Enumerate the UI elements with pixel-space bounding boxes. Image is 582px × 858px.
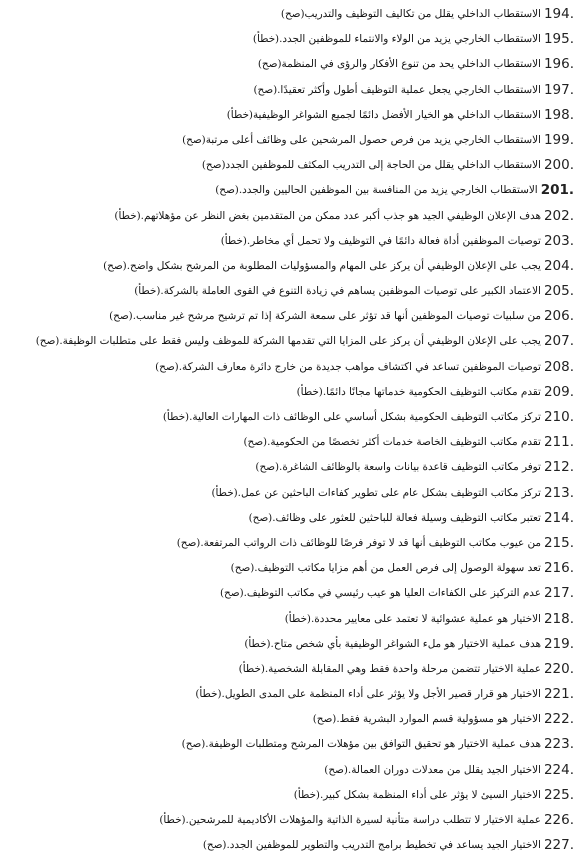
item-number: 219.: [543, 635, 574, 652]
item-text: الاستقطاب الخارجي يزيد من المنافسة بين الموظفين الحاليين والجدد.(صح): [215, 184, 538, 197]
item-number: 209.: [543, 383, 574, 400]
item-number: 202.: [543, 207, 574, 224]
item-text: الاستقطاب الداخلي يقلل من الحاجة إلى التدريب المكثف للموظفين الجدد(صح): [201, 159, 541, 172]
list-item: [6, 707, 574, 732]
item-text: توصيات الموظفين تساعد في اكتشاف مواهب جديدة من خارج دائرة معارف الشركة.(صح): [155, 360, 541, 373]
item-text: من عيوب مكاتب التوظيف أنها قد لا توفر فرصًا للوظائف ذات الرواتب المرتفعة.(صح): [176, 536, 541, 549]
item-number: 207.: [543, 333, 574, 350]
item-text: الاختيار السيئ لا يؤثر على أداء المنظمة بشكل كبير.(خطأ): [293, 788, 541, 801]
item-text: تركز مكاتب التوظيف بشكل عام على تطوير كفاءات الباحثين عن عمل.(خطأ): [211, 486, 541, 499]
item-text: الاختيار هو قرار قصير الأجل ولا يؤثر على أداء المنظمة على المدى الطويل.(خطأ): [195, 688, 541, 701]
list-item: [6, 657, 574, 682]
item-text: تركز مكاتب التوظيف الحكومية بشكل أساسي على الوظائف ذات المهارات العالية.(خطأ): [162, 411, 541, 423]
item-number: 194.: [543, 6, 574, 22]
item-number: 213.: [543, 484, 574, 501]
item-number: 211.: [543, 434, 574, 451]
list-item: [6, 279, 574, 304]
list-item: [6, 329, 574, 354]
statement-list: [6, 2, 574, 858]
item-text: هدف عملية الاختيار هو تحقيق التوافق بين مؤهلات المرشح ومتطلبات الوظيفة.(صح): [181, 738, 541, 751]
item-number: 199.: [543, 131, 574, 148]
item-text: الاستقطاب الخارجي يزيد من الولاء والانتماء للموظفين الجدد.(خطأ): [252, 33, 541, 46]
item-text: الاستقطاب الداخلي هو الخيار الأفضل دائمًا لجميع الشواغر الوظيفية(خطأ): [226, 108, 541, 121]
item-number: 217.: [543, 585, 574, 602]
list-item: [6, 405, 574, 430]
list-item: [6, 229, 574, 254]
item-number: 216.: [543, 560, 574, 577]
list-item: [6, 758, 574, 783]
item-text: تعد سهولة الوصول إلى فرص العمل من أهم مزايا مكاتب التوظيف.(صح): [230, 562, 541, 575]
item-text: تعتبر مكاتب التوظيف وسيلة فعالة للباحثين للعثور على وظائف.(صح): [248, 511, 541, 524]
item-text: الاستقطاب الداخلي يقلل من تكاليف التوظيف والتدريب(صح): [280, 8, 541, 20]
item-number: 221.: [543, 686, 574, 703]
item-text: توفر مكاتب التوظيف قاعدة بيانات واسعة بالوظائف الشاغرة.(صح): [255, 461, 541, 474]
list-item: [6, 607, 574, 632]
item-number: 205.: [543, 283, 574, 300]
item-text: عملية الاختيار تتضمن مرحلة واحدة فقط وهي المقابلة الشخصية.(خطأ): [238, 662, 541, 675]
item-number: 225.: [543, 786, 574, 803]
item-text: الاستقطاب الخارجي يزيد من فرص حصول المرشحين على وظائف أعلى مرتبة(صح): [182, 133, 541, 146]
item-number: 200.: [543, 157, 574, 174]
item-text: تقدم مكاتب التوظيف الحكومية خدماتها مجانًا دائمًا.(خطأ): [296, 385, 541, 398]
list-item: [6, 153, 574, 178]
list-item: [6, 531, 574, 556]
item-number: 215.: [543, 534, 574, 551]
item-text: تقدم مكاتب التوظيف الخاصة خدمات أكثر تخصصًا من الحكومية.(صح): [243, 436, 541, 449]
item-text: الاستقطاب الخارجي يجعل عملية التوظيف أطول وأكثر تعقيدًا.(صح): [253, 83, 541, 96]
list-item: [6, 455, 574, 480]
item-number: 223.: [543, 736, 574, 753]
list-item: [6, 128, 574, 153]
item-number: 214.: [543, 509, 574, 526]
item-text: الاختيار الجيد يقلل من معدلات دوران العمالة.(صح): [324, 763, 541, 776]
item-text: عدم التركيز على الكفاءات العليا هو عيب رئيسي في مكاتب التوظيف.(صح): [219, 587, 541, 600]
item-text: يجب على الإعلان الوظيفي أن يركز على المهام والمسؤوليات المطلوبة من المرشح بشكل واضح.(صح): [103, 259, 541, 272]
item-text: هدف عملية الاختيار هو ملء الشواغر الوظيفية بأي شخص متاح.(خطأ): [244, 637, 541, 650]
item-number: 197.: [543, 81, 574, 98]
item-text: الاستقطاب الداخلي يحد من تنوع الأفكار والرؤى في المنظمة(صح): [257, 58, 541, 71]
item-text: توصيات الموظفين أداة فعالة دائمًا في التوظيف ولا تحمل أي مخاطر.(خطأ): [220, 234, 541, 247]
list-item: [6, 380, 574, 405]
item-text: من سلبيات توصيات الموظفين أنها قد تؤثر على سمعة الشركة إذا تم ترشيح مرشح غير مناسب.(صح): [109, 310, 541, 323]
item-number: 208.: [543, 358, 574, 375]
item-number: 196.: [543, 56, 574, 73]
item-number: 210.: [543, 409, 574, 425]
list-item: [6, 481, 574, 506]
item-text: عملية الاختيار لا تتطلب دراسة متأنية لسيرة الذاتية والمؤهلات الأكاديمية للمرشحين.(خطأ): [159, 814, 541, 826]
list-item: [6, 178, 574, 203]
item-text: يجب على الإعلان الوظيفي أن يركز على المزايا التي تقدمها الشركة للموظف وليس فقط على متطلبات الوظيفة.(صح): [35, 335, 541, 348]
list-item: [6, 204, 574, 229]
list-item: [6, 783, 574, 808]
list-item: [6, 732, 574, 757]
item-number: 195.: [543, 31, 574, 48]
item-number: 212.: [543, 459, 574, 476]
list-item: [6, 78, 574, 103]
item-number: 203.: [543, 232, 574, 249]
item-number: 220.: [543, 660, 574, 677]
list-item: [6, 355, 574, 380]
item-number: 224.: [543, 761, 574, 778]
list-item: [6, 27, 574, 52]
list-item: [6, 581, 574, 606]
list-item: [6, 103, 574, 128]
list-item: [6, 2, 574, 27]
item-number: 218.: [543, 610, 574, 627]
item-number: 201.: [540, 182, 574, 199]
list-item: [6, 254, 574, 279]
item-text: الاعتماد الكبير على توصيات الموظفين يساهم في زيادة التنوع في القوى العاملة بالشركة.(خطأ): [134, 285, 541, 298]
list-item: [6, 304, 574, 329]
item-number: 226.: [543, 812, 574, 828]
list-item: [6, 632, 574, 657]
list-item: [6, 833, 574, 858]
list-item: [6, 506, 574, 531]
item-number: 204.: [543, 257, 574, 274]
list-item: [6, 682, 574, 707]
item-text: الاختيار هو مسؤولية قسم الموارد البشرية فقط.(صح): [312, 713, 541, 726]
item-number: 227.: [543, 837, 574, 854]
item-text: هدف الإعلان الوظيفي الجيد هو جذب أكبر عدد ممكن من المتقدمين بغض النظر عن مؤهلاتهم.(خطأ): [114, 209, 541, 222]
list-item: [6, 808, 574, 833]
list-item: [6, 556, 574, 581]
item-number: 206.: [543, 308, 574, 325]
list-item: [6, 430, 574, 455]
item-number: 198.: [543, 106, 574, 123]
item-text: الاختيار الجيد يساعد في تخطيط برامج التدريب والتطوير للموظفين الجدد.(صح): [202, 839, 541, 852]
list-item: [6, 52, 574, 77]
item-number: 222.: [543, 711, 574, 728]
item-text: الاختيار هو عملية عشوائية لا تعتمد على معايير محددة.(خطأ): [284, 612, 541, 625]
